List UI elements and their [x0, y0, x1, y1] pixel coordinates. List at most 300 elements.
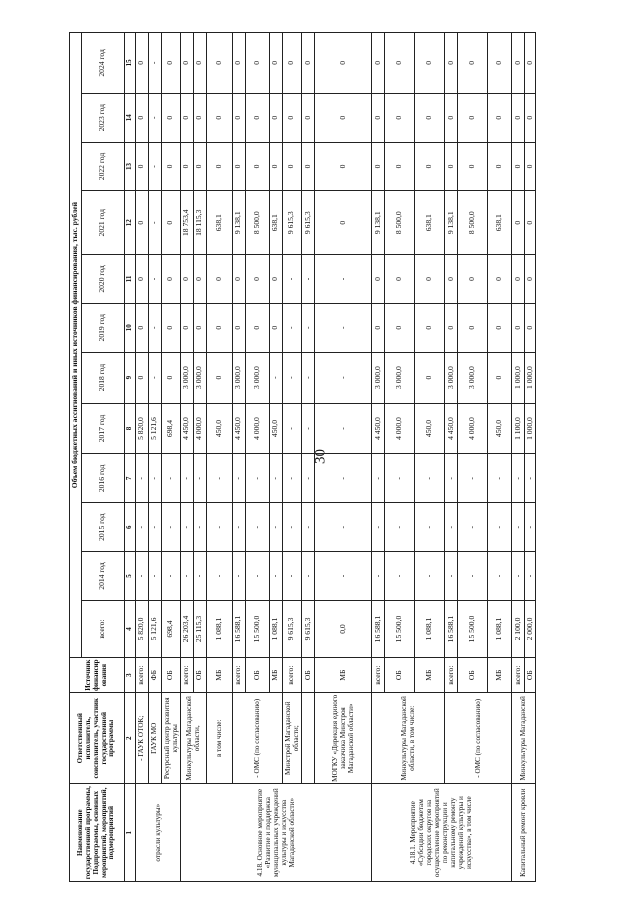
row-year-value: - — [148, 352, 161, 403]
row-year-value: - — [161, 503, 180, 552]
row-year-value: 0 — [232, 33, 245, 94]
row-year-value: 0 — [444, 93, 457, 142]
row-year-value: 0 — [487, 142, 511, 191]
row-source-cell: МБ — [414, 658, 444, 693]
row-year-value: 0 — [161, 303, 180, 352]
table-row — [444, 33, 457, 882]
row-source-cell: ОБ — [301, 658, 314, 693]
row-year-value: 0 — [180, 255, 193, 304]
row-source-cell: всего: — [444, 658, 457, 693]
header-funding: Объем бюджетных ассигнований и иных источников финансирования, тыс. рублей — [70, 33, 82, 658]
row-responsible-cell: МОГКУ «Дирекция единого заказчика Минстроя Магаданской области» — [314, 693, 371, 784]
row-responsible-cell: Ресурсный центр развития культуры — [161, 693, 180, 784]
row-year-value: 0 — [206, 303, 232, 352]
header-year: 2020 год — [81, 255, 124, 304]
row-year-value: 0 — [414, 352, 444, 403]
row-year-value: 3 000,0 — [371, 352, 384, 403]
row-source-cell: ОБ — [524, 658, 536, 693]
row-year-value: 4 000,0 — [245, 403, 269, 454]
row-year-value: - — [282, 503, 301, 552]
row-year-value: 698,4 — [161, 403, 180, 454]
row-year-value: - — [148, 93, 161, 142]
row-year-value: 0 — [245, 255, 269, 304]
row-year-value: 0 — [457, 142, 487, 191]
row-year-value: 0 — [301, 93, 314, 142]
row-year-value: 4 450,0 — [444, 403, 457, 454]
column-number: 4 — [124, 600, 135, 657]
row-year-value: - — [384, 503, 414, 552]
row-year-value: 0 — [135, 255, 148, 304]
row-year-value: - — [148, 255, 161, 304]
row-year-value: 5 121,6 — [148, 403, 161, 454]
row-year-value: 0 — [511, 303, 524, 352]
row-year-value: - — [457, 454, 487, 503]
row-year-value: 0 — [180, 93, 193, 142]
row-year-value: 450,0 — [414, 403, 444, 454]
row-source-cell: всего: — [371, 658, 384, 693]
row-year-value: - — [232, 454, 245, 503]
row-source-cell: всего: — [511, 658, 524, 693]
row-total-cell: 26 203,4 — [180, 600, 193, 657]
row-year-value: 0 — [269, 93, 282, 142]
column-number: 12 — [124, 191, 135, 255]
row-year-value: 0 — [301, 33, 314, 94]
row-year-value: - — [414, 552, 444, 601]
row-year-value: 0 — [135, 142, 148, 191]
row-year-value: - — [371, 552, 384, 601]
row-year-value: - — [444, 454, 457, 503]
row-year-value: - — [193, 503, 206, 552]
header-year: 2015 год — [81, 503, 124, 552]
row-year-value: - — [269, 552, 282, 601]
column-number: 5 — [124, 552, 135, 601]
row-year-value: 0 — [135, 33, 148, 94]
row-total-cell: 16 588,1 — [371, 600, 384, 657]
header-total: всего: — [81, 600, 124, 657]
row-year-value: 0 — [180, 303, 193, 352]
row-responsible-cell: Минкультуры Магаданской — [511, 693, 536, 784]
row-year-value: 4 450,0 — [232, 403, 245, 454]
row-year-value: 0 — [135, 93, 148, 142]
header-year: 2017 год — [81, 403, 124, 454]
row-year-value: - — [457, 552, 487, 601]
row-year-value: 638,1 — [206, 191, 232, 255]
row-year-value: 0 — [135, 303, 148, 352]
row-year-value: - — [414, 454, 444, 503]
row-year-value: - — [371, 503, 384, 552]
row-year-value: 0 — [161, 255, 180, 304]
row-year-value: 0 — [314, 191, 371, 255]
row-responsible-cell: Минкультуры Магаданской области, — [180, 693, 206, 784]
header-year: 2022 год — [81, 142, 124, 191]
column-number: 3 — [124, 658, 135, 693]
row-year-value: 0 — [206, 142, 232, 191]
header-year: 2023 год — [81, 93, 124, 142]
row-year-value: - — [384, 454, 414, 503]
row-year-value: 0 — [487, 352, 511, 403]
row-year-value: 0 — [135, 191, 148, 255]
row-year-value: - — [135, 552, 148, 601]
row-total-cell: 1 088,1 — [487, 600, 511, 657]
row-year-value: - — [148, 191, 161, 255]
header-year: 2014 год — [81, 552, 124, 601]
row-year-value: 1 100,0 — [511, 403, 524, 454]
row-year-value: 0 — [193, 93, 206, 142]
row-year-value: - — [487, 503, 511, 552]
header-name: Наименование государственной программы, Подпрограммы, основных мероприятий, мероприятий, подмероприятий — [70, 784, 125, 882]
row-year-value: 0 — [384, 33, 414, 94]
row-year-value: - — [282, 552, 301, 601]
row-name-cell: Капитальный ремонт кровли — [511, 784, 536, 882]
header-responsible: Ответственный исполнитель, соисполнитель, участник государственной программы — [70, 693, 125, 784]
row-year-value: 0 — [384, 255, 414, 304]
row-year-value: 0 — [487, 303, 511, 352]
row-source-cell: ОБ — [161, 658, 180, 693]
row-source-cell: МБ — [269, 658, 282, 693]
row-total-cell: 5 820,0 — [135, 600, 148, 657]
row-year-value: 0 — [371, 255, 384, 304]
row-total-cell: 16 588,1 — [232, 600, 245, 657]
row-year-value: - — [524, 454, 536, 503]
row-year-value: 0 — [206, 255, 232, 304]
row-year-value: 0 — [511, 255, 524, 304]
row-total-cell: 9 615,3 — [301, 600, 314, 657]
row-year-value: 18 115,3 — [193, 191, 206, 255]
row-year-value: 0 — [511, 142, 524, 191]
row-year-value: 18 753,4 — [180, 191, 193, 255]
row-year-value: 0 — [371, 33, 384, 94]
row-year-value: - — [282, 255, 301, 304]
row-year-value: - — [487, 454, 511, 503]
row-year-value: 3 000,0 — [444, 352, 457, 403]
row-year-value: - — [269, 503, 282, 552]
row-year-value: 0 — [282, 33, 301, 94]
row-year-value: 0 — [314, 93, 371, 142]
row-year-value: 0 — [232, 142, 245, 191]
row-year-value: 0 — [161, 352, 180, 403]
row-year-value: 4 450,0 — [371, 403, 384, 454]
row-year-value: - — [269, 352, 282, 403]
row-year-value: 0 — [511, 33, 524, 94]
row-year-value: 0 — [245, 303, 269, 352]
row-year-value: 8 500,0 — [457, 191, 487, 255]
row-year-value: - — [301, 454, 314, 503]
row-year-value: 0 — [444, 303, 457, 352]
row-year-value: - — [180, 503, 193, 552]
row-year-value: - — [206, 552, 232, 601]
row-year-value: - — [444, 503, 457, 552]
row-responsible-cell: в том числе: — [206, 693, 232, 784]
row-year-value: - — [135, 454, 148, 503]
row-year-value: 9 138,1 — [444, 191, 457, 255]
row-year-value: - — [301, 255, 314, 304]
row-year-value: - — [161, 454, 180, 503]
row-year-value: - — [414, 503, 444, 552]
table-row — [301, 33, 314, 882]
column-number: 15 — [124, 33, 135, 94]
row-total-cell: 9 615,3 — [282, 600, 301, 657]
row-year-value: - — [206, 454, 232, 503]
row-year-value: - — [444, 552, 457, 601]
row-total-cell: 1 088,1 — [414, 600, 444, 657]
row-year-value: - — [511, 503, 524, 552]
row-year-value: - — [282, 352, 301, 403]
row-year-value: 0 — [384, 142, 414, 191]
row-year-value: - — [148, 552, 161, 601]
row-year-value: 0 — [193, 255, 206, 304]
row-year-value: 0 — [193, 142, 206, 191]
row-total-cell: 698,4 — [161, 600, 180, 657]
row-year-value: 3 000,0 — [457, 352, 487, 403]
row-year-value: - — [148, 454, 161, 503]
row-year-value: 8 500,0 — [384, 191, 414, 255]
page-number: 30 — [312, 449, 329, 464]
row-year-value: 9 138,1 — [371, 191, 384, 255]
table-row — [180, 33, 193, 882]
row-year-value: 0 — [414, 33, 444, 94]
table-row — [371, 33, 384, 882]
row-year-value: 0 — [301, 142, 314, 191]
row-year-value: - — [245, 552, 269, 601]
row-year-value: 0 — [524, 93, 536, 142]
row-responsible-cell: - ОМС (по согласованию) — [232, 693, 282, 784]
row-year-value: 0 — [245, 93, 269, 142]
row-year-value: 3 000,0 — [384, 352, 414, 403]
row-year-value: 0 — [232, 255, 245, 304]
row-total-cell: 1 088,1 — [269, 600, 282, 657]
header-year: 2021 год — [81, 191, 124, 255]
column-number: 10 — [124, 303, 135, 352]
header-year: 2018 год — [81, 352, 124, 403]
table-row — [161, 33, 180, 882]
row-year-value: 450,0 — [206, 403, 232, 454]
row-year-value: - — [206, 503, 232, 552]
row-total-cell: 5 121,6 — [148, 600, 161, 657]
row-year-value: 0 — [511, 191, 524, 255]
column-number: 8 — [124, 403, 135, 454]
row-year-value: 0 — [444, 142, 457, 191]
row-year-value: 0 — [180, 33, 193, 94]
row-source-cell: ФБ — [148, 658, 161, 693]
row-total-cell: 15 500,0 — [245, 600, 269, 657]
row-year-value: 0 — [524, 303, 536, 352]
row-year-value: - — [245, 454, 269, 503]
table-row — [232, 33, 245, 882]
row-year-value: - — [148, 33, 161, 94]
header-year: 2016 год — [81, 454, 124, 503]
row-year-value: 0 — [232, 93, 245, 142]
row-year-value: - — [135, 503, 148, 552]
row-year-value: - — [524, 552, 536, 601]
row-year-value: 3 000,0 — [245, 352, 269, 403]
column-number: 14 — [124, 93, 135, 142]
row-year-value: 0 — [206, 33, 232, 94]
row-year-value: 0 — [487, 255, 511, 304]
row-source-cell: всего: — [282, 658, 301, 693]
row-year-value: - — [193, 552, 206, 601]
row-year-value: - — [511, 454, 524, 503]
row-year-value: 0 — [384, 303, 414, 352]
row-year-value: - — [511, 552, 524, 601]
row-year-value: 0 — [135, 352, 148, 403]
row-year-value: - — [314, 303, 371, 352]
row-year-value: 0 — [524, 33, 536, 94]
row-year-value: 0 — [282, 142, 301, 191]
row-year-value: 0 — [232, 303, 245, 352]
row-year-value: - — [314, 352, 371, 403]
row-year-value: - — [301, 403, 314, 454]
row-year-value: 0 — [161, 191, 180, 255]
row-responsible-cell: ГАУК МО — [148, 693, 161, 784]
row-total-cell: 2 000,0 — [524, 600, 536, 657]
row-total-cell: 0,0 — [314, 600, 371, 657]
column-number-row — [124, 33, 135, 882]
row-year-value: 4 000,0 — [193, 403, 206, 454]
row-year-value: 0 — [314, 142, 371, 191]
row-source-cell: МБ — [206, 658, 232, 693]
row-year-value: 3 000,0 — [232, 352, 245, 403]
row-year-value: 4 450,0 — [180, 403, 193, 454]
row-year-value: 0 — [245, 33, 269, 94]
row-year-value: - — [314, 552, 371, 601]
row-year-value: - — [301, 552, 314, 601]
table-row — [206, 33, 232, 882]
row-year-value: - — [148, 303, 161, 352]
table-row — [148, 33, 161, 882]
header-year: 2024 год — [81, 33, 124, 94]
column-number: 2 — [124, 693, 135, 784]
row-year-value: 638,1 — [269, 191, 282, 255]
header-source: Источник финансирования — [70, 658, 125, 693]
row-year-value: - — [314, 255, 371, 304]
table-row — [282, 33, 301, 882]
row-year-value: 3 000,0 — [193, 352, 206, 403]
row-source-cell: МБ — [487, 658, 511, 693]
row-year-value: 0 — [193, 33, 206, 94]
row-year-value: 0 — [444, 255, 457, 304]
row-name-cell: 4.18. Основное мероприятие «Развитие и поддержка муниципальных учреждений культуры и искусства Магаданской области» — [180, 784, 371, 882]
table-row — [511, 33, 524, 882]
row-year-value: 9 138,1 — [232, 191, 245, 255]
row-year-value: 0 — [161, 33, 180, 94]
row-year-value: - — [314, 454, 371, 503]
column-number: 9 — [124, 352, 135, 403]
row-total-cell: 1 088,1 — [206, 600, 232, 657]
budget-table — [69, 32, 536, 882]
row-year-value: 0 — [384, 93, 414, 142]
row-year-value: 9 615,3 — [301, 191, 314, 255]
row-total-cell: 15 500,0 — [384, 600, 414, 657]
row-year-value: 4 000,0 — [384, 403, 414, 454]
row-year-value: 1 000,0 — [511, 352, 524, 403]
row-year-value: 0 — [524, 142, 536, 191]
rotated-budget-table-page — [69, 32, 574, 882]
row-source-cell: всего: — [180, 658, 193, 693]
table-row — [314, 33, 371, 882]
row-year-value: 0 — [180, 142, 193, 191]
row-total-cell: 2 100,0 — [511, 600, 524, 657]
row-year-value: - — [245, 503, 269, 552]
row-year-value: 5 820,0 — [135, 403, 148, 454]
row-year-value: - — [148, 503, 161, 552]
row-source-cell: ОБ — [193, 658, 206, 693]
row-year-value: 0 — [193, 303, 206, 352]
row-year-value: 0 — [282, 93, 301, 142]
row-source-cell: ОБ — [457, 658, 487, 693]
row-year-value: - — [232, 552, 245, 601]
row-year-value: 0 — [206, 93, 232, 142]
column-number: 6 — [124, 503, 135, 552]
row-year-value: 3 000,0 — [180, 352, 193, 403]
row-year-value: 0 — [414, 255, 444, 304]
row-year-value: 638,1 — [487, 191, 511, 255]
row-year-value: 450,0 — [269, 403, 282, 454]
row-year-value: 4 000,0 — [457, 403, 487, 454]
row-year-value: 0 — [269, 303, 282, 352]
row-year-value: - — [282, 303, 301, 352]
row-year-value: 0 — [269, 33, 282, 94]
row-year-value: - — [193, 454, 206, 503]
row-year-value: - — [282, 403, 301, 454]
row-total-cell: 15 500,0 — [457, 600, 487, 657]
row-year-value: - — [269, 454, 282, 503]
table-row — [135, 33, 148, 882]
row-year-value: - — [301, 503, 314, 552]
column-number: 7 — [124, 454, 135, 503]
row-year-value: 450,0 — [487, 403, 511, 454]
row-responsible-cell: Минкультуры Магаданской области, в том числе: — [371, 693, 444, 784]
row-year-value: 0 — [511, 93, 524, 142]
row-year-value: 0 — [457, 93, 487, 142]
row-year-value: 0 — [414, 142, 444, 191]
row-year-value: - — [457, 503, 487, 552]
column-number: 1 — [124, 784, 135, 882]
row-year-value: 0 — [314, 33, 371, 94]
row-year-value: 0 — [457, 255, 487, 304]
budget-table-body — [135, 33, 536, 882]
row-year-value: 0 — [269, 142, 282, 191]
row-responsible-cell: - ОМС (по согласованию) — [444, 693, 511, 784]
row-year-value: 0 — [245, 142, 269, 191]
row-year-value: 638,1 — [414, 191, 444, 255]
row-year-value: - — [148, 142, 161, 191]
row-year-value: 0 — [206, 352, 232, 403]
row-year-value: 1 000,0 — [524, 403, 536, 454]
row-total-cell: 16 588,1 — [444, 600, 457, 657]
row-year-value: 0 — [161, 142, 180, 191]
row-year-value: 0 — [487, 93, 511, 142]
row-year-value: - — [232, 503, 245, 552]
row-total-cell: 25 115,3 — [193, 600, 206, 657]
row-source-cell: всего: — [232, 658, 245, 693]
row-year-value: 0 — [161, 93, 180, 142]
row-year-value: 0 — [414, 93, 444, 142]
row-year-value: 0 — [371, 142, 384, 191]
row-year-value: - — [371, 454, 384, 503]
row-year-value: 0 — [444, 33, 457, 94]
row-year-value: - — [301, 303, 314, 352]
row-year-value: 0 — [524, 191, 536, 255]
row-year-value: 0 — [457, 33, 487, 94]
row-name-cell: отрасли культуры» — [135, 784, 180, 882]
row-source-cell: МБ — [314, 658, 371, 693]
row-year-value: - — [282, 454, 301, 503]
row-year-value: - — [524, 503, 536, 552]
row-year-value: - — [314, 403, 371, 454]
row-year-value: 0 — [414, 303, 444, 352]
row-year-value: 0 — [371, 303, 384, 352]
row-year-value: 0 — [487, 33, 511, 94]
